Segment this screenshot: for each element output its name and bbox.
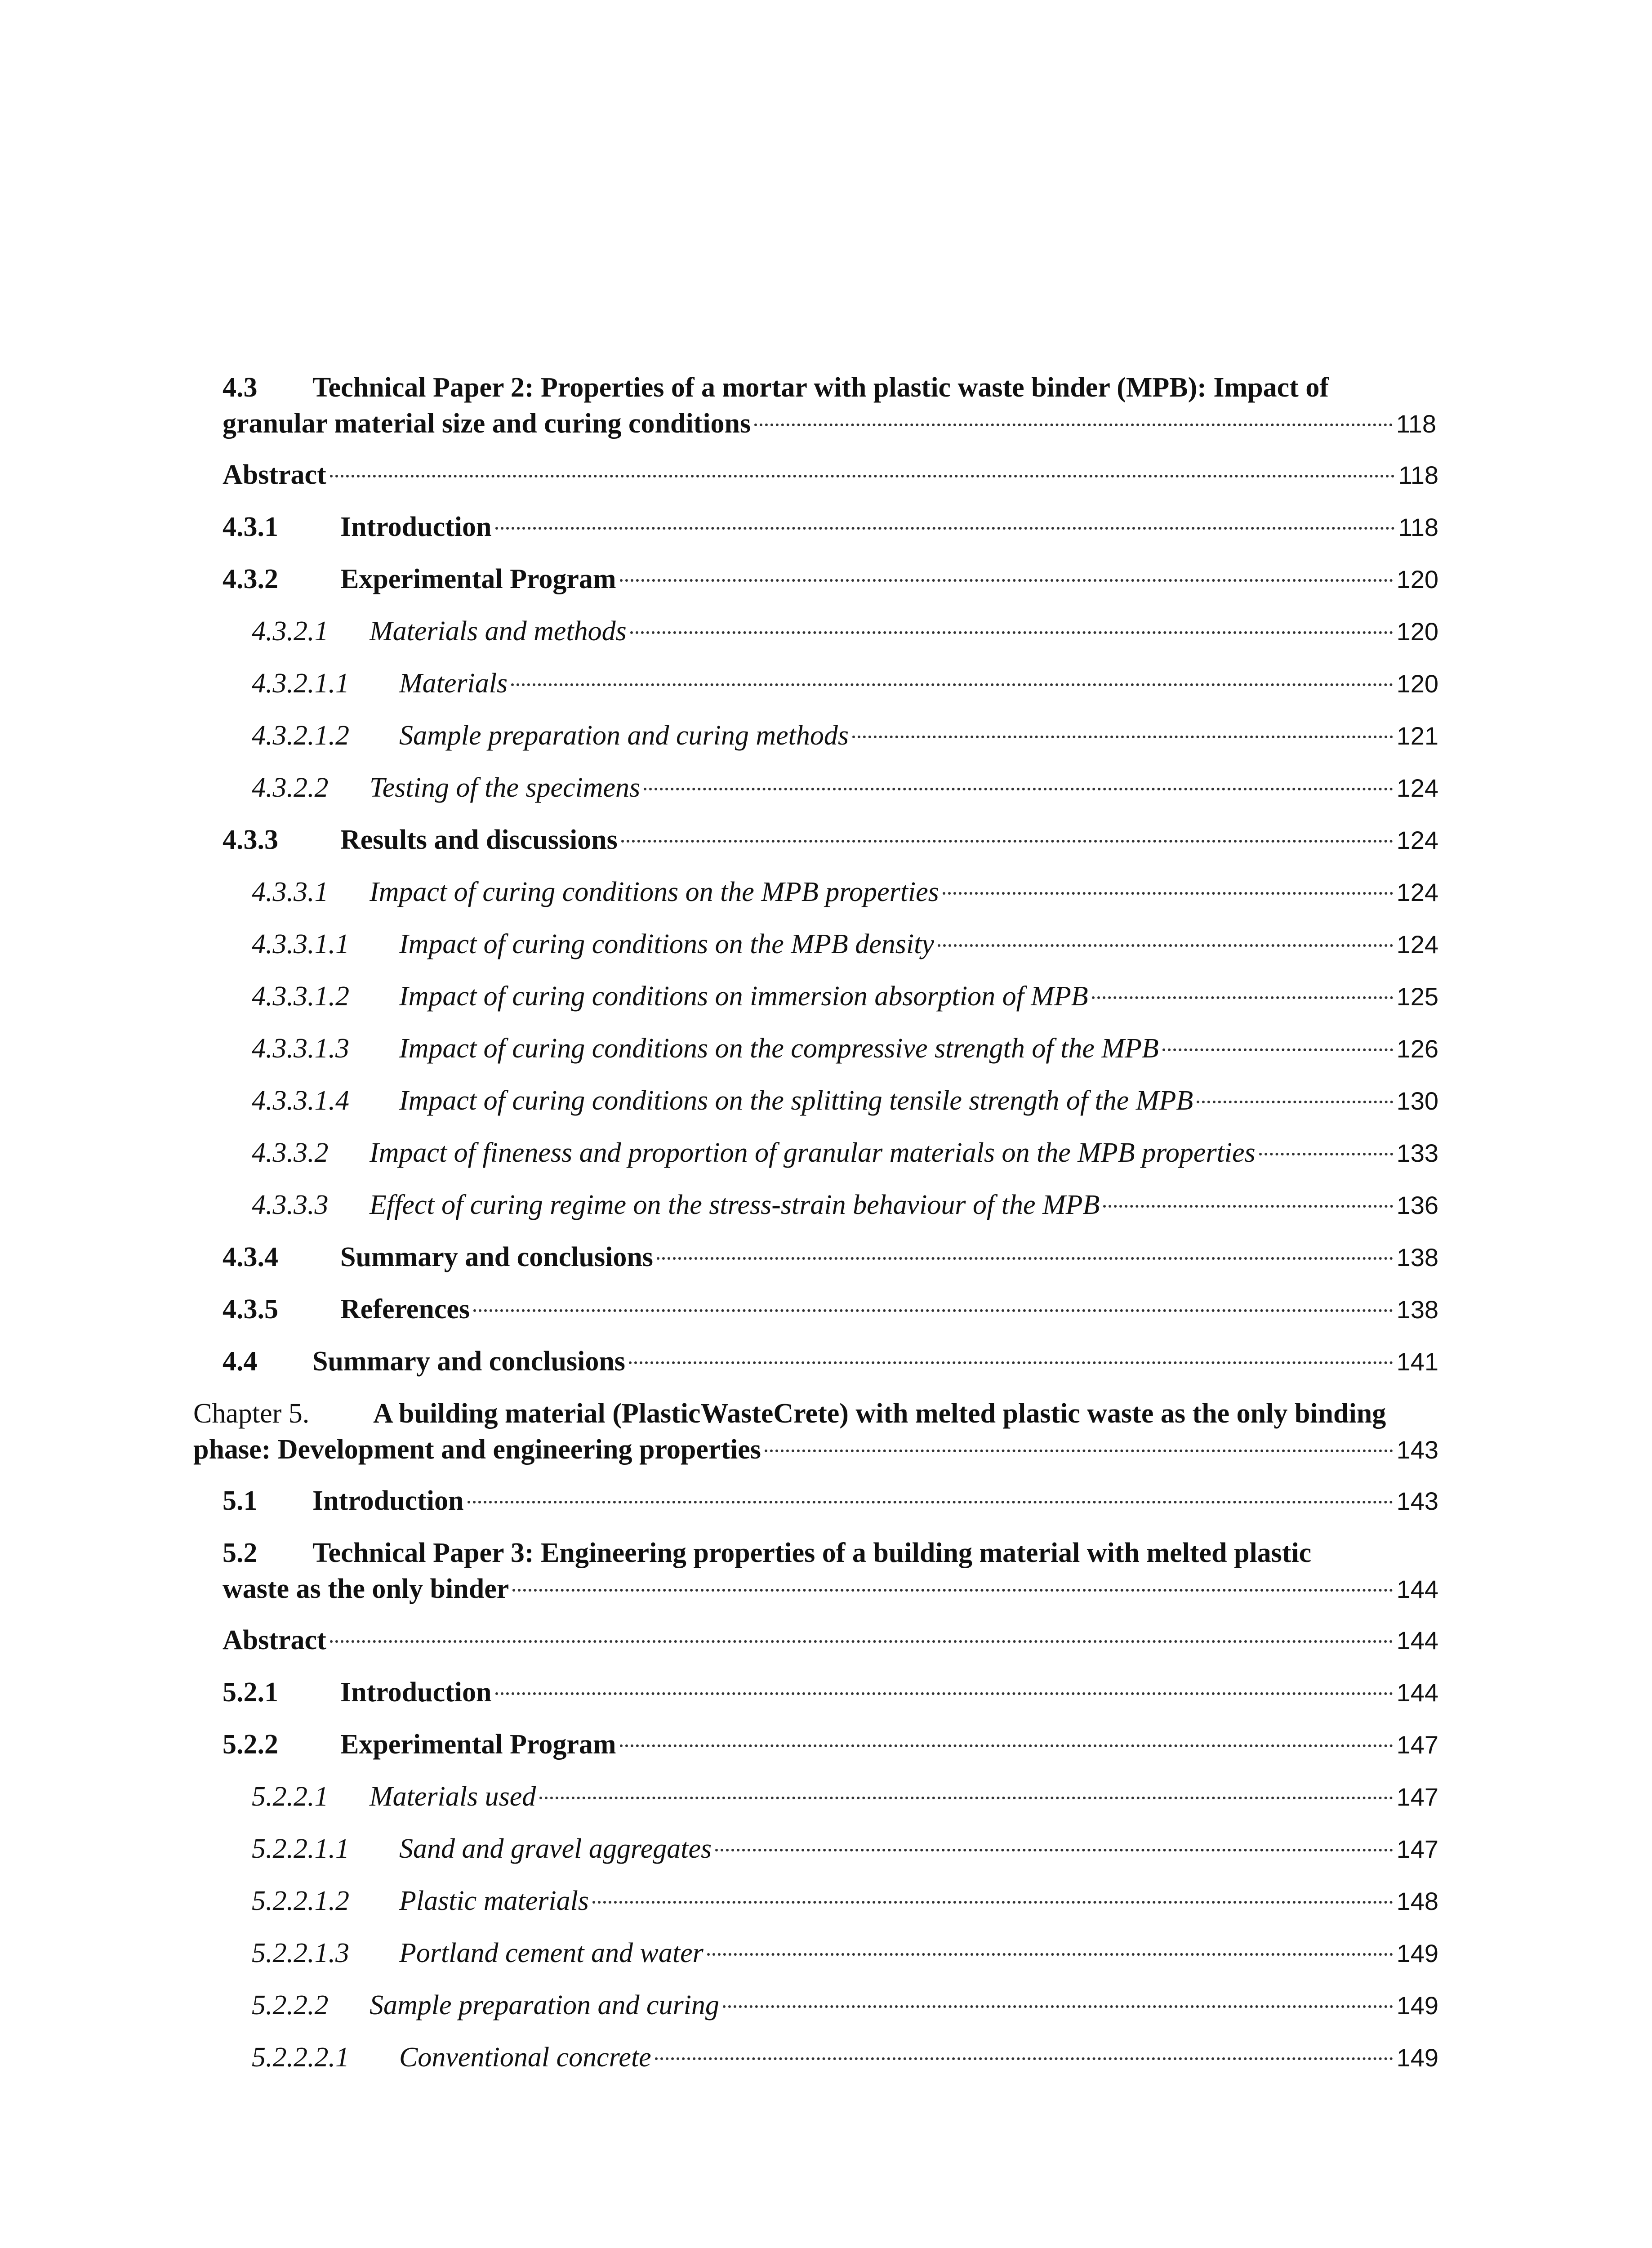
toc-entry-5-2-2-1	[252, 1779, 1438, 1815]
dot-leader	[1103, 1205, 1393, 1208]
toc-entry-4-3-2-1	[252, 613, 1438, 649]
page-number: 130	[1396, 1087, 1438, 1115]
page-number: 133	[1396, 1139, 1438, 1167]
toc-entry-4-3-3-1-1	[252, 926, 1438, 962]
entry-title: Effect of curing regime on the stress-strain behaviour of the MPB	[370, 1190, 1100, 1220]
dot-leader	[943, 892, 1393, 895]
entry-number: Chapter 5.	[193, 1398, 310, 1429]
entry-title: Impact of curing conditions on the MPB density	[399, 929, 934, 959]
entry-number: 5.2.2	[223, 1729, 278, 1760]
dot-leader	[1259, 1153, 1393, 1155]
entry-title: Materials	[399, 668, 508, 699]
entry-title-line1: Technical Paper 3: Engineering properties of a building material with melted plastic	[312, 1538, 1312, 1568]
page-number: 118	[1398, 461, 1438, 489]
page-number: 144	[1396, 1678, 1438, 1707]
toc-entry-5-1	[223, 1483, 1438, 1519]
toc-entry-4-3	[223, 370, 1436, 442]
dot-leader	[495, 527, 1395, 530]
entry-number: 5.2.2.1.2	[252, 1886, 349, 1916]
entry-title: Introduction	[340, 512, 492, 542]
entry-title: Materials and methods	[370, 616, 627, 647]
page-number: 118	[1396, 410, 1436, 438]
toc-entry-5-2-1	[223, 1674, 1438, 1710]
entry-number: 4.3.2	[223, 564, 278, 594]
entry-title: References	[340, 1294, 470, 1325]
entry-number: 5.1	[223, 1485, 258, 1516]
dot-leader	[511, 683, 1393, 686]
page-number: 148	[1396, 1887, 1438, 1915]
dot-leader	[1162, 1048, 1393, 1051]
entry-title: Impact of curing conditions on the splitting tensile strength of the MPB	[399, 1085, 1193, 1116]
entry-title: Experimental Program	[340, 564, 616, 594]
entry-title: Sample preparation and curing methods	[399, 720, 849, 751]
toc-entry-4-3-3-1-2	[252, 978, 1438, 1014]
page-number: 118	[1398, 513, 1438, 541]
dot-leader	[707, 1953, 1393, 1956]
toc-entry-4-3-2-2	[252, 770, 1438, 806]
entry-number: 5.2.1	[223, 1677, 278, 1708]
entry-title-line2: granular material size and curing conditions	[223, 408, 751, 439]
dot-leader	[330, 1640, 1393, 1643]
dot-leader	[1092, 996, 1393, 999]
toc-entry-4-3-2-1-1	[252, 665, 1438, 701]
page-number: 125	[1396, 982, 1438, 1011]
dot-leader	[723, 2005, 1393, 2008]
toc-entry-4-3-3-1-3	[252, 1030, 1438, 1066]
dot-leader	[468, 1501, 1393, 1503]
entry-number: 4.3	[223, 372, 258, 403]
entry-title: Impact of curing conditions on the MPB properties	[370, 877, 939, 907]
entry-title-line2: phase: Development and engineering properties	[193, 1434, 761, 1465]
dot-leader	[495, 1692, 1393, 1695]
entry-number: 4.3.3.1.3	[252, 1033, 349, 1064]
entry-title: Introduction	[340, 1677, 492, 1708]
dot-leader	[592, 1901, 1393, 1904]
page-number: 144	[1396, 1626, 1438, 1655]
dot-leader	[938, 944, 1393, 947]
toc-entry-5-2-2-1-1	[252, 1831, 1438, 1867]
toc-entry-5-2-2	[223, 1726, 1438, 1762]
entry-number: 4.3.2.1.1	[252, 668, 349, 699]
entry-title: Introduction	[312, 1485, 464, 1516]
entry-title: Summary and conclusions	[312, 1346, 625, 1377]
toc-entry-4-3-2-1-2	[252, 718, 1438, 754]
toc-entry-5-2	[223, 1535, 1438, 1607]
dot-leader	[620, 579, 1393, 582]
entry-title: Impact of curing conditions on immersion absorption of MPB	[399, 981, 1088, 1012]
entry-number: 4.3.3.1.2	[252, 981, 349, 1012]
page-number: 149	[1396, 1939, 1438, 1967]
dot-leader	[765, 1450, 1393, 1452]
entry-number: 5.2.2.2.1	[252, 2042, 349, 2073]
toc-entry-chapter-5	[193, 1396, 1438, 1468]
entry-number: 5.2.2.1	[252, 1781, 329, 1812]
dot-leader	[621, 840, 1393, 843]
toc-entry-4-3-3-3	[252, 1187, 1438, 1223]
dot-leader	[754, 424, 1393, 426]
entry-title: Impact of curing conditions on the compressive strength of the MPB	[399, 1033, 1159, 1064]
toc-entry-5-2-2-2-1	[252, 2039, 1438, 2075]
entry-title: Summary and conclusions	[340, 1242, 653, 1272]
page-number: 120	[1396, 617, 1438, 646]
entry-number: 5.2.2.1.1	[252, 1833, 349, 1864]
page-number: 124	[1396, 878, 1438, 906]
dot-leader	[655, 2057, 1393, 2060]
page-number: 138	[1396, 1295, 1438, 1324]
page-number: 147	[1396, 1783, 1438, 1811]
entry-number: 4.4	[223, 1346, 258, 1377]
toc-entry-5-2-2-2	[252, 1987, 1438, 2023]
page-number: 143	[1396, 1436, 1438, 1464]
dot-leader	[620, 1744, 1393, 1747]
entry-title: Experimental Program	[340, 1729, 616, 1760]
toc-entry-4-3-2	[223, 561, 1438, 597]
entry-number: 4.3.2.1	[252, 616, 329, 647]
toc-entry-4-3-1	[223, 509, 1438, 545]
entry-title: Testing of the specimens	[370, 772, 641, 803]
entry-number: 4.3.3.1.4	[252, 1085, 349, 1116]
toc-entry-4-4	[223, 1343, 1438, 1379]
page-number: 138	[1396, 1243, 1438, 1271]
entry-title: Sample preparation and curing	[370, 1990, 719, 2021]
page-number: 124	[1396, 930, 1438, 959]
entry-title: Results and discussions	[340, 825, 618, 855]
entry-number: 4.3.1	[223, 512, 278, 542]
toc-entry-5-2-2-1-2	[252, 1883, 1438, 1919]
toc-entry-4-3-3-1	[252, 874, 1438, 910]
dot-leader	[629, 1361, 1393, 1364]
entry-title: Conventional concrete	[399, 2042, 651, 2073]
page-number: 120	[1396, 669, 1438, 698]
dot-leader	[657, 1257, 1393, 1260]
entry-number: 5.2.2.2	[252, 1990, 329, 2021]
toc-entry-4-3-3	[223, 822, 1438, 858]
entry-title-line1: A building material (PlasticWasteCrete) with melted plastic waste as the only binding	[373, 1398, 1386, 1429]
page-number: 147	[1396, 1731, 1438, 1759]
page-number: 136	[1396, 1191, 1438, 1219]
page-number: 147	[1396, 1835, 1438, 1863]
page-number: 126	[1396, 1035, 1438, 1063]
dot-leader	[512, 1589, 1393, 1592]
page-number: 141	[1396, 1347, 1438, 1376]
dot-leader	[715, 1849, 1393, 1851]
entry-number: 4.3.3.1.1	[252, 929, 349, 959]
toc-entry-abstract-2	[223, 1622, 1438, 1658]
entry-title: Portland cement and water	[399, 1938, 704, 1968]
toc-entry-4-3-5	[223, 1291, 1438, 1327]
dot-leader	[330, 475, 1395, 477]
page-number: 149	[1396, 1991, 1438, 2020]
entry-number: 4.3.3.1	[252, 877, 329, 907]
entry-number: 4.3.5	[223, 1294, 278, 1325]
page-number: 144	[1396, 1575, 1438, 1603]
page-number: 143	[1396, 1487, 1438, 1515]
page-number: 149	[1396, 2043, 1438, 2072]
entry-title: Sand and gravel aggregates	[399, 1833, 712, 1864]
entry-number: 4.3.3	[223, 825, 278, 855]
entry-title: Plastic materials	[399, 1886, 589, 1916]
entry-title: Abstract	[223, 1625, 326, 1655]
entry-number: 4.3.2.1.2	[252, 720, 349, 751]
dot-leader	[644, 788, 1393, 790]
dot-leader	[852, 736, 1393, 738]
dot-leader	[630, 631, 1393, 634]
entry-title-line1: Technical Paper 2: Properties of a mortar with plastic waste binder (MPB): Impact of	[312, 372, 1329, 403]
entry-number: 5.2.2.1.3	[252, 1938, 349, 1968]
page-number: 120	[1396, 565, 1438, 593]
page-number: 124	[1396, 774, 1438, 802]
dot-leader	[1197, 1101, 1393, 1103]
entry-number: 5.2	[223, 1538, 258, 1568]
entry-number: 4.3.2.2	[252, 772, 329, 803]
entry-title: Materials used	[370, 1781, 536, 1812]
entry-number: 4.3.3.3	[252, 1190, 329, 1220]
toc-entry-4-3-4	[223, 1239, 1438, 1275]
entry-number: 4.3.4	[223, 1242, 278, 1272]
dot-leader	[473, 1309, 1393, 1312]
toc-entry-abstract	[223, 457, 1438, 493]
page-number: 124	[1396, 826, 1438, 854]
toc-entry-4-3-3-1-4	[252, 1083, 1438, 1119]
page-number: 121	[1396, 722, 1438, 750]
entry-title-line2: waste as the only binder	[223, 1574, 509, 1604]
dot-leader	[539, 1797, 1393, 1799]
entry-title: Impact of fineness and proportion of granular materials on the MPB properties	[370, 1137, 1256, 1168]
entry-number: 4.3.3.2	[252, 1137, 329, 1168]
toc-entry-5-2-2-1-3	[252, 1935, 1438, 1971]
toc-entry-4-3-3-2	[252, 1135, 1438, 1171]
entry-title: Abstract	[223, 459, 326, 490]
